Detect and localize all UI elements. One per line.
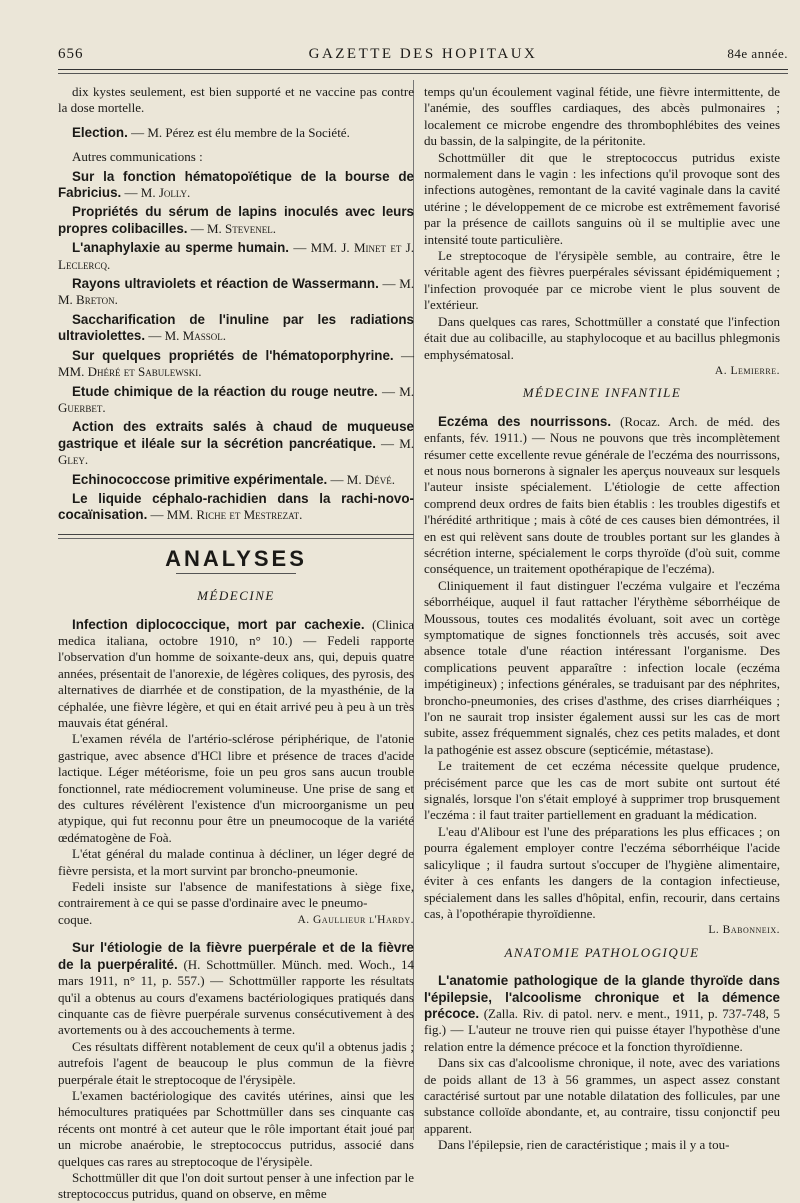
paragraph: Le traitement de cet eczéma nécessite quelque prudence, précisément parce que les cas de mort subite ont surtout été signalés, lorsque l'on s'était employé à supprimer trop brusquement l'eczéma : il faut traiter partiellement en graduant la médication. [424, 758, 780, 823]
paragraph-end: coque. [58, 911, 93, 927]
section-rule [58, 534, 414, 535]
article-fievre-puerperale [58, 940, 414, 1038]
article-eczema [424, 414, 780, 578]
rubric-anatomie-pathologique: ANATOMIE PATHOLOGIQUE [504, 944, 700, 960]
paragraph: Schottmüller dit que l'on doit surtout penser à une infection par le streptococcus putridus, quand on observe, en même [58, 1169, 414, 1202]
left-column [58, 84, 414, 1203]
election-entry [58, 125, 414, 141]
list-item [58, 169, 414, 202]
signature-line [58, 912, 414, 928]
election-title: Election. [72, 124, 128, 140]
item-author: — M. Gley. [58, 435, 414, 468]
journal-title: GAZETTE DES HOPITAUX [308, 46, 538, 62]
article-text: (Zalla. Riv. di patol. nerv. e ment., 1911, p. 737-748, 5 fig.) — L'auteur ne trouve rien qui puisse étayer l'hypothèse d'une relation entre la démence précoce et la fonction thyroïdienne. [424, 1005, 780, 1054]
list-item [58, 419, 414, 468]
item-author: — MM. J. Minet et J. Leclercq. [58, 240, 414, 272]
rubric-medecine: MÉDECINE [197, 588, 275, 604]
item-title: L'anaphylaxie au sperme humain. [72, 240, 290, 256]
paragraph: Schottmüller dit que le streptococcus putridus existe normalement dans le vagin : les infections qu'il provoque sont des infections autogènes, remontant de la cavité vaginale dans la cavité utérine ; le développement de ce microbe est extrêmement favorisé par la présence de caillots sanguins où il se multiplie avec une intensité toute particulière. [424, 149, 780, 247]
paragraph: Dans quelques cas rares, Schottmüller a constaté que l'infection était due au colibacille, au staphylocoque et au bacillus phlegmonis emphysématosal. [424, 313, 780, 362]
item-title: Propriétés du sérum de lapins inoculés avec leurs propres colibacilles. [58, 204, 414, 236]
paragraph: L'état général du malade continua à décliner, un léger degré de fièvre persista, et la mort survint par broncho-pneumonie. [58, 846, 414, 878]
analyses-heading: ANALYSES [165, 545, 307, 571]
list-item [58, 384, 414, 417]
list-item [58, 312, 414, 345]
communications-label: Autres communications : [72, 149, 203, 165]
item-title: Sur la fonction hématopoïétique de la bourse de Fabricius. [58, 168, 414, 201]
item-title: Etude chimique de la réaction du rouge neutre. [72, 383, 378, 399]
paragraph: Fedeli insiste sur l'absence de manifestations à siège fixe, contrairement à ce qui se passe d'ordinaire avec le pneumo- [58, 879, 414, 911]
paragraph: Le streptocoque de l'érysipèle semble, au contraire, être le véritable agent des fièvres puerpérales sévissant épidémiquement ; l'infection provoquée par ce microbe vient le plus souvent de l'extérieur. [424, 248, 780, 313]
signature: L. Babonneix. [708, 924, 780, 937]
item-author: — M. Jolly. [121, 185, 191, 201]
item-title: Action des extraits salés à chaud de muqueuse gastrique et iléale sur la sécrétion pancréatique. [58, 419, 414, 451]
page-header [58, 46, 788, 66]
paragraph: Dans six cas d'alcoolisme chronique, il note, avec des variations de poids allant de 13 à 56 grammes, un aspect assez constant caractérisé surtout par une notable dilatation des follicules, par une substance colloïde abondante, et, au contraire, tissu conjonctif peu apparent. [424, 1055, 780, 1136]
article-title: Infection diplococcique, mort par cachexie. [72, 616, 365, 632]
paragraph: Ces résultats diffèrent notablement de ceux qu'il a obtenus jadis ; autrefois l'agent de beaucoup le plus commun de la fièvre puerpérale était le streptocoque de l'érysipèle. [58, 1038, 414, 1087]
paragraph: Cliniquement il faut distinguer l'eczéma vulgaire et l'eczéma séborrhéique, auquel il faut rattacher l'érythème séborrhéique de Moussous, toutes ces modalités évoluant, soit avec un cortège symptomatique de signes fonctionnels très accusés, soit avec absence totale d'une réaction intéressant l'organisme. Des complications peuvent apparaître : infection locale (eczéma impétigineux) ; infections générales, se traduisant par des néphrites, broncho-pneumonies, des crises d'asthme, des crises diarrhéiques ; l'on ne saurait trop insister également aussi sur les cas de mort subite, assez fréquemment signalés, chez ces petits malades, et dont la pathogénie est assez obscure (septicémie, métastase). [424, 577, 780, 757]
article-text: (H. Schottmüller. Münch. med. Woch., 14 mars 1911, n° 11, p. 557.) — Schottmüller rapporte les résultats qu'il a obtenus au cours d'examens bactériologiques pratiqués dans cinquante cas de fièvre puerpérale survenus consécutivement à des avortements ou à des accouchements à terme. [58, 956, 414, 1038]
signature: A. Gaullieur l'Hardy. [297, 913, 414, 926]
heading-underline [176, 573, 296, 574]
list-item [58, 491, 414, 524]
list-item [58, 204, 414, 237]
election-text: — M. Pérez est élu membre de la Société. [127, 124, 350, 140]
article-thyroide [424, 973, 780, 1055]
article-title: Sur l'étiologie de la fièvre puerpérale et de la fièvre de la puerpéralité. [58, 940, 414, 972]
article-title: Eczéma des nourrissons. [438, 413, 612, 429]
article-title: L'anatomie pathologique de la glande thyroïde dans l'épilepsie, l'alcoolisme chronique et la démence précoce. [424, 973, 780, 1021]
paragraph: temps qu'un écoulement vaginal fétide, une fièvre intermittente, de l'anémie, des souffles cardiaques, des abcès pulmonaires ; localement ce microbe engendre des thrombophlébites des veines du bassin, de la salpingite, de la péritonite. [424, 84, 780, 149]
page-number: 656 [58, 46, 84, 62]
header-rule-2 [58, 73, 788, 74]
rubric-medecine-infantile: MÉDECINE INFANTILE [522, 385, 682, 401]
list-item [58, 348, 414, 381]
item-title: Rayons ultraviolets et réaction de Wassermann. [72, 276, 379, 292]
header-rule [58, 69, 788, 70]
paragraph: L'eau d'Alibour est l'une des préparations les plus efficaces ; on pourra également employer contre l'eczéma séborrhéique l'acide salicylique ; il faudra surtout s'occuper de l'hygiène alimentaire, éviter à ces enfants les dangers de la contagion infectieuse, spécialement dans les salles d'hôpital, enfin, recourir, dans certains cas, à l'opothérapie thyroïdienne. [424, 823, 780, 921]
item-author: — M. M. Breton. [58, 276, 414, 308]
item-author: — M. Stevenel. [187, 220, 277, 236]
item-author: — M. Guerbet. [58, 383, 414, 415]
year-label: 84e année. [727, 46, 788, 61]
list-item [58, 472, 414, 488]
item-author: — M. Massol. [145, 328, 226, 344]
section-rule-2 [58, 538, 414, 539]
paragraph: dix kystes seulement, est bien supporté et ne vaccine pas contre la dose mortelle. [58, 84, 414, 116]
item-title: Sur quelques propriétés de l'hématoporphyrine. [72, 347, 394, 363]
item-title: Saccharification de l'inuline par les radiations ultraviolettes. [58, 311, 414, 344]
paragraph: Dans l'épilepsie, rien de caractéristique ; mais il y a tou- [438, 1137, 730, 1153]
paragraph: L'examen révéla de l'artério-sclérose périphérique, de l'atonie gastrique, avec absence d'HCl libre et présence de traces d'acide lactique. Léger météorisme, foie un peu gros sans aucun trouble fonctionnel, rate médiocrement volumineuse. Une prise de sang et des cultures révélèrent l'existence d'un microorganisme un peu atypique, qui fut reconnu pour être un pneumocoque de la variété œdématogène de Foà. [58, 731, 414, 845]
item-author: — MM. Riche et Mestrezat. [147, 507, 303, 523]
communications-list [58, 169, 414, 524]
right-column [424, 84, 780, 1154]
item-author: — M. Dévé. [327, 471, 395, 487]
list-item [58, 240, 414, 273]
signature: A. Lemierre. [714, 364, 780, 377]
list-item [58, 276, 414, 309]
item-title: Le liquide céphalo-rachidien dans la rachi-novo-cocaïnisation. [58, 490, 414, 523]
article-infection-diplococcique [58, 617, 414, 732]
article-text: (Clinica medica italiana, octobre 1910, n° 10.) — Fedeli rapporte l'observation d'un homme de soixante-deux ans, qui, depuis quatre années, présentait de l'anorexie, de légères coliques, des pyrosis, des alternatives de diarrhée et de constipation, de la myasthénie, de la céphalée, une fièvre légère, et qui en était arrivé peu à peu à un très mauvais état général. [58, 616, 414, 730]
item-title: Echinococcose primitive expérimentale. [72, 471, 328, 487]
item-author: — MM. Dhéré et Sabulewski. [58, 347, 414, 380]
paragraph: L'examen bactériologique des cavités utérines, ainsi que les hémocultures pratiquées par Schottmüller dans ses cinquante cas récents ont montré à cet auteur que le rôle important était joué par un microbe anaérobie, le streptococcus putridus, associé dans quelques cas rares au streptocoque de l'érysipèle. [58, 1087, 414, 1169]
article-text: (Rocaz. Arch. de méd. des enfants, fév. 1911.) — Nous ne pouvons que très incomplètement résumer cette excellente revue générale de l'eczéma des nourrissons, et nous nous bornerons à signaler les aperçus nouveaux sur lesquels l'auteur insiste spécialement. L'étiologie de cette affection comprend deux ordres de faits bien établis : les troubles digestifs et l'hérédité arthritique ; mais à côté de ces causes bien démontrées, il en est qui relèvent sans doute de troubles portant sur les glandes à sécrétion interne, spécialement le corps thyroïde (d'où suit, comme conséquence, un traitement opothérapique de l'eczéma). [424, 413, 780, 577]
